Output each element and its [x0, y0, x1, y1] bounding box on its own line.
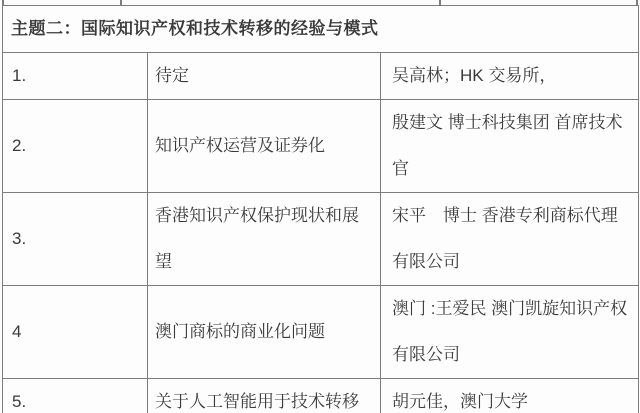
table-header-row	[3, 6, 639, 53]
topic-cell: 知识产权运营及证券化	[148, 100, 381, 193]
table-row	[3, 100, 639, 193]
table-row	[3, 193, 639, 286]
speaker-cell: 胡元佳，澳门大学	[381, 379, 639, 413]
topic-cell: 香港知识产权保护现状和展望	[148, 193, 381, 286]
topic-cell: 待定	[148, 53, 381, 100]
row-number-cell: 3.	[3, 193, 148, 286]
column-divider-fragment	[120, 0, 122, 5]
table-title: 主题二：国际知识产权和技术转移的经验与模式	[3, 6, 639, 53]
row-number-cell: 4	[3, 286, 148, 379]
speaker-cell: 吴高林；HK 交易所，	[381, 53, 639, 100]
speaker-cell: 宋平 博士 香港专利商标代理有限公司	[381, 193, 639, 286]
speaker-cell: 殷建文 博士科技集团 首席技术官	[381, 100, 639, 193]
topic-cell: 关于人工智能用于技术转移	[148, 379, 381, 413]
table-row	[3, 379, 639, 413]
speaker-cell: 澳门 :王爱民 澳门凯旋知识产权有限公司	[381, 286, 639, 379]
row-number-cell: 1.	[3, 53, 148, 100]
session-schedule-table	[2, 5, 639, 413]
table-top-edge-fragment	[2, 0, 638, 5]
table-row	[3, 286, 639, 379]
column-divider-fragment	[439, 0, 441, 5]
table-row	[3, 53, 639, 100]
row-number-cell: 2.	[3, 100, 148, 193]
topic-cell: 澳门商标的商业化问题	[148, 286, 381, 379]
row-number-cell: 5.	[3, 379, 148, 413]
